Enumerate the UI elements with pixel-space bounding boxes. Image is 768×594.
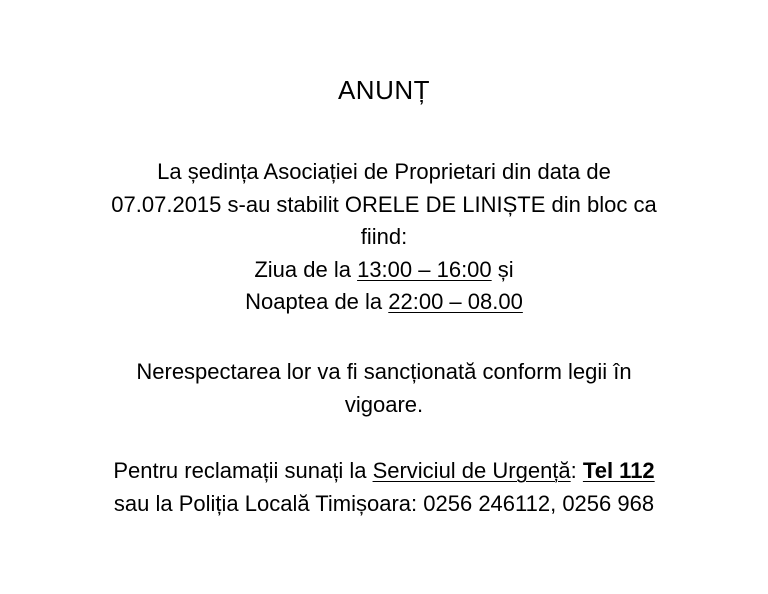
day-hours-line (40, 254, 728, 287)
day-prefix: Ziua de la (254, 256, 358, 282)
complaints-paragraph (40, 455, 728, 520)
quiet-hours-paragraph (40, 156, 728, 319)
complaints-colon: : (570, 458, 583, 483)
local-police-line: sau la Poliția Locală Timișoara: 0256 246112, 0256 968 (113, 490, 655, 516)
night-hours-line (40, 286, 728, 319)
decision-line: 07.07.2015 s-au stabilit ORELE DE LINIȘTE din bloc ca (111, 191, 657, 217)
penalty-paragraph (40, 356, 728, 421)
day-hours: 13:00 – 16:00 (357, 256, 492, 282)
complaints-line-1 (40, 455, 728, 488)
complaints-prefix: Pentru reclamații sunați la (113, 458, 373, 483)
penalty-line-1: Nerespectarea lor va fi sancționată conform legii în (136, 359, 632, 384)
night-prefix: Noaptea de la (245, 289, 389, 314)
emergency-service: Serviciul de Urgență (372, 458, 571, 483)
notice-title: ANUNȚ (337, 75, 431, 105)
night-hours: 22:00 – 08.00 (388, 289, 523, 314)
emergency-phone: Tel 112 (582, 458, 655, 483)
fiind-line: fiind: (360, 224, 408, 249)
day-suffix: și (491, 256, 514, 282)
penalty-line-2: vigoare. (344, 391, 424, 417)
meeting-line: La ședința Asociației de Proprietari din data de (157, 159, 611, 184)
